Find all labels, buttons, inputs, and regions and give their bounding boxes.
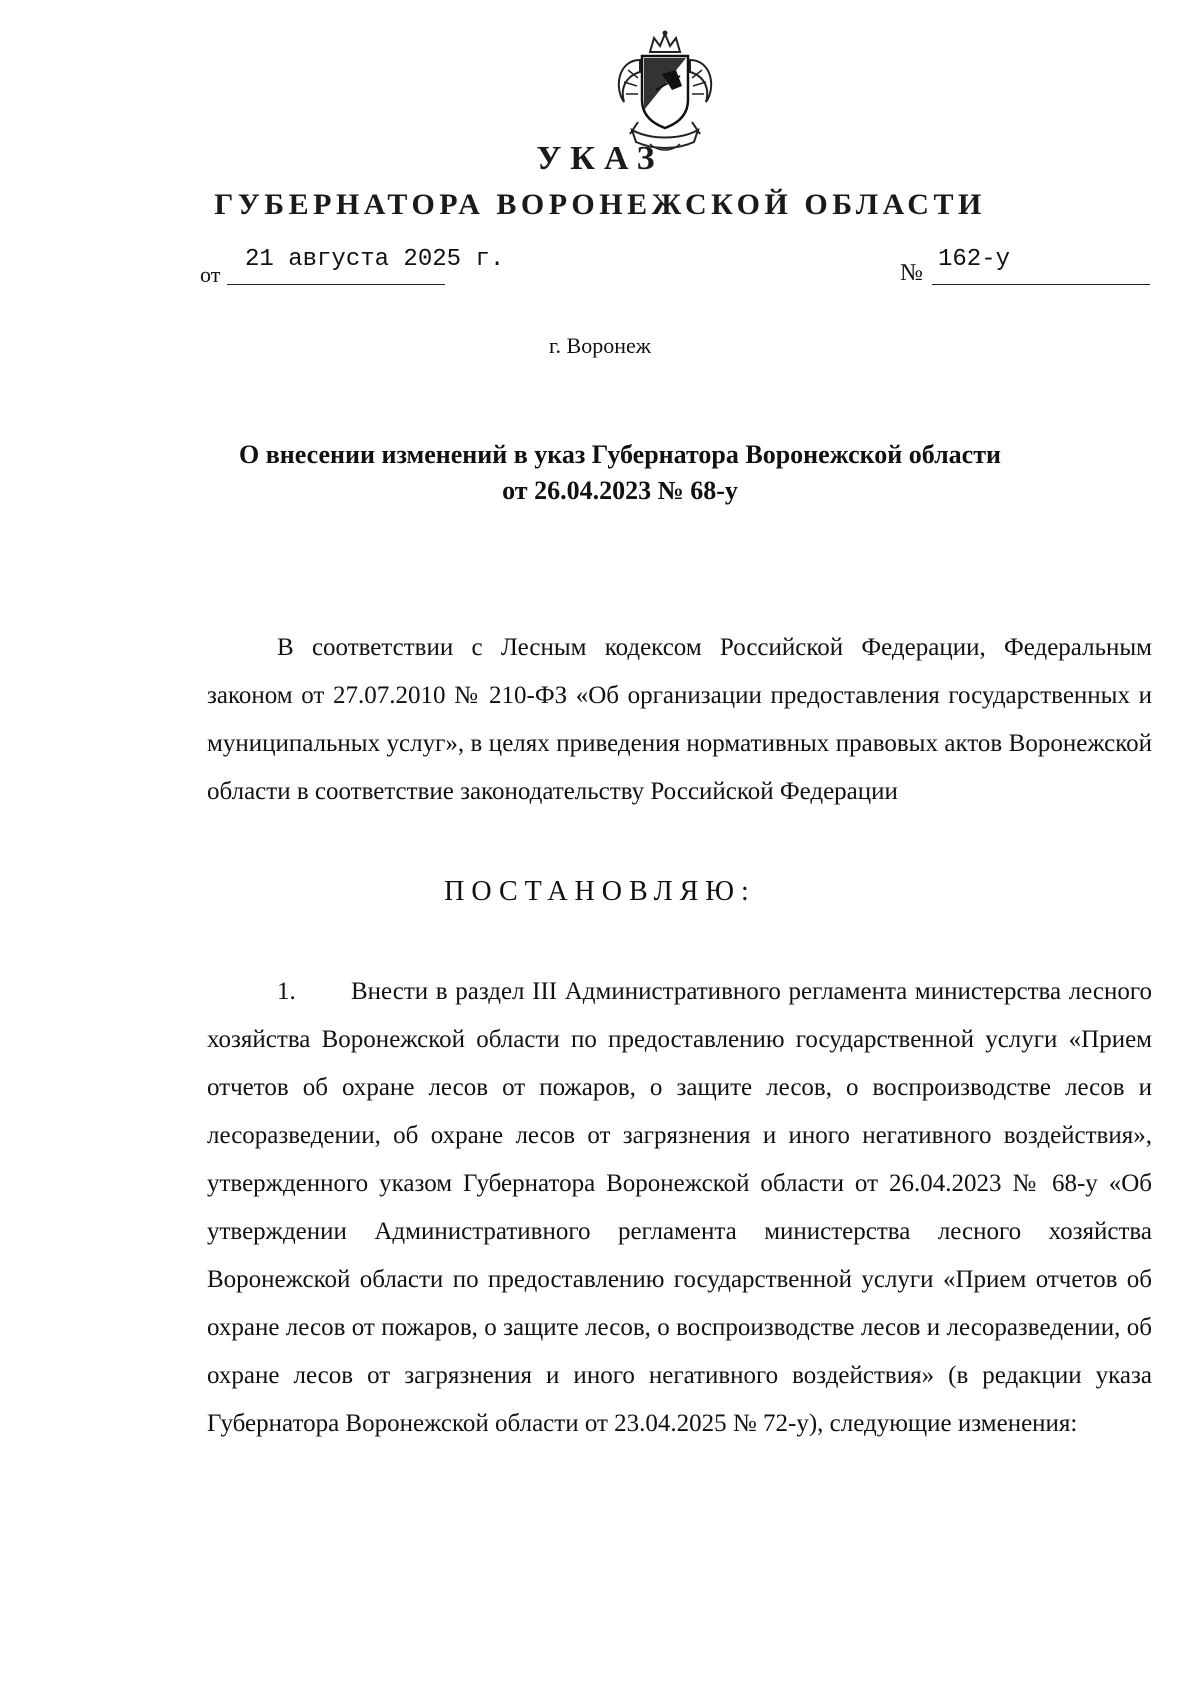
heading-line-1: О внесении изменений в указ Губернатора Воронежской области [239,440,1001,469]
date-number-row [200,246,1150,286]
document-subtitle: ГУБЕРНАТОРА ВОРОНЕЖСКОЙ ОБЛАСТИ [214,188,986,221]
item-1-paragraph [207,968,1152,1448]
number-prefix: № [900,260,923,286]
document-heading [150,437,1090,509]
document-city: г. Воронеж [549,333,651,358]
coat-of-arms-icon [610,30,720,155]
preamble-paragraph: В соответствии с Лесным кодексом Российской Федерации, Федеральным законом от 27.07.2010 № 210-ФЗ «Об организации предоставления государственных и муниципальных услуг», в целях приведения нормативных правовых актов Воронежской области в соответствие законодательству Российской Федерации [207,634,1152,805]
date-underline [227,284,445,285]
document-number: 162-у [938,246,1011,273]
document-date: 21 августа 2025 г. [245,246,505,273]
item-1-text: Внести в раздел III Административного регламента министерства лесного хозяйства Воронежской области по предоставлению государственной услуги «Прием отчетов об охране лесов от пожаров, о защите лесов, о воспроизводстве лесов и лесоразведении, об охране лесов от загрязнения и иного негативного воздействия», утвержденного указом Губернатора Воронежской области от 26.04.2023 № 68-у «Об утверждении Административного регламента министерства лесного хозяйства Воронежской области по предоставлению государственной услуги «Прием отчетов об охране лесов от пожаров, о защите лесов, о воспроизводстве лесов и лесоразведении, об охране лесов от загрязнения и иного негативного воздействия» (в редакции указа Губернатора Воронежской области от 23.04.2025 № 72-у), следующие изменения: [207,978,1152,1437]
date-prefix: от [200,262,221,287]
heading-line-2: от 26.04.2023 № 68-у [502,476,738,505]
decree-word: ПОСТАНОВЛЯЮ: [444,876,756,907]
item-1-number: 1. [277,978,296,1005]
document-title: УКАЗ [536,140,664,177]
number-underline [932,284,1150,285]
